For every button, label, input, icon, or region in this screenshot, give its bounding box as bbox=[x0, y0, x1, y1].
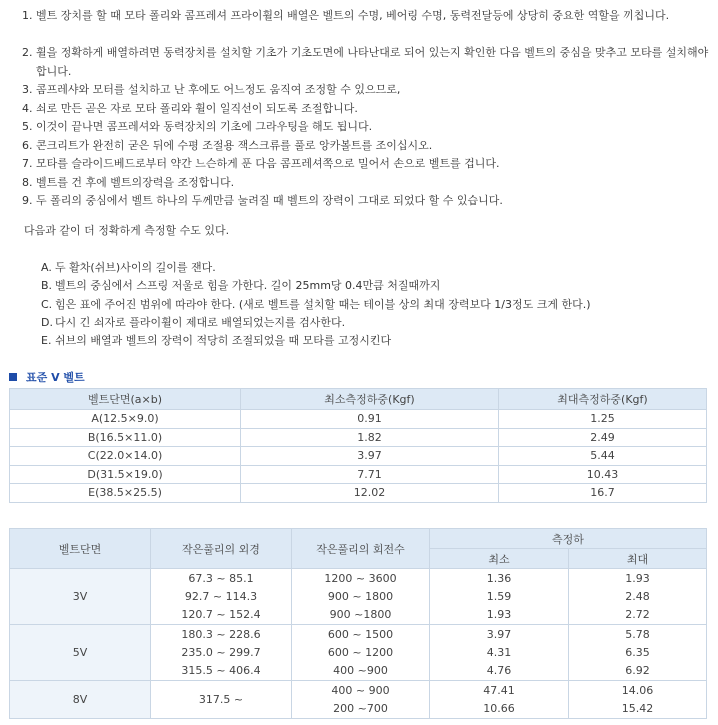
value-line: 400 ~900 bbox=[333, 663, 388, 677]
header-belt-section: 벨트단면(a×b) bbox=[10, 389, 241, 410]
cell-max: 16.7 bbox=[499, 484, 707, 503]
value-line: 235.0 ~ 299.7 bbox=[181, 645, 261, 659]
value-line: 315.5 ~ 406.4 bbox=[181, 663, 261, 677]
sub-step-a bbox=[41, 259, 591, 277]
step-number: 1. bbox=[22, 9, 33, 22]
measurement-steps bbox=[41, 259, 591, 350]
sub-step-letter: D. bbox=[41, 315, 53, 329]
step-1 bbox=[22, 7, 712, 44]
cell-section: E(38.5×25.5) bbox=[10, 484, 241, 503]
cell-max: 10.43 bbox=[499, 465, 707, 484]
step-9 bbox=[22, 192, 712, 211]
cell-max bbox=[569, 681, 707, 719]
step-text: 콘크리트가 완전히 굳은 뒤에 수평 조절용 잭스크류를 풀로 앙카볼트를 조이십시오. bbox=[36, 138, 433, 152]
value-line: 600 ~ 1500 bbox=[327, 627, 394, 641]
cell-max: 1.25 bbox=[499, 410, 707, 429]
sub-step-c bbox=[41, 296, 591, 314]
step-text: 벨트를 건 후에 벨트의장력을 조정합니다. bbox=[36, 175, 235, 189]
sub-step-b bbox=[41, 277, 591, 295]
value-line: 1.93 bbox=[625, 571, 650, 585]
step-text: 이것이 끝나면 콤프레셔와 동력장치의 기초에 그라우팅을 해도 됩니다. bbox=[36, 120, 373, 133]
sub-step-text: 벨트의 중심에서 스프링 저울로 힘을 가한다. 길이 25mm당 0.4만큼 처질때까지 bbox=[55, 279, 441, 293]
cell-section: A(12.5×9.0) bbox=[10, 410, 241, 429]
value-line: 2.72 bbox=[625, 607, 650, 621]
step-3 bbox=[22, 81, 712, 100]
cell-section: 8V bbox=[10, 681, 151, 719]
step-number: 5. bbox=[22, 120, 33, 133]
value-line: 67.3 ~ 85.1 bbox=[188, 571, 254, 585]
cell-max: 5.44 bbox=[499, 447, 707, 466]
v-belt-tension-table bbox=[9, 528, 707, 719]
value-line: 317.5 ~ bbox=[198, 692, 244, 706]
sub-step-letter: B. bbox=[41, 279, 53, 293]
value-line: 2.48 bbox=[625, 589, 650, 603]
cell-rpm bbox=[292, 625, 430, 681]
step-number: 7. bbox=[22, 157, 33, 170]
step-text: 쇠로 만든 곧은 자로 모타 폴리와 휠이 일직선이 되도록 조절합니다. bbox=[36, 101, 358, 115]
value-line: 4.76 bbox=[486, 663, 512, 677]
step-text: 벨트 장치를 할 때 모타 폴리와 콤프레셔 프라이휠의 배열은 벨트의 수명, 베어링 수명, 동력전달등에 상당히 중요한 역할을 끼칩니다. bbox=[36, 9, 670, 22]
table-row-5v bbox=[10, 625, 707, 681]
cell-min: 12.02 bbox=[241, 484, 499, 503]
sub-step-letter: C. bbox=[41, 297, 53, 311]
header-min-load: 최소측정하중(Kgf) bbox=[241, 389, 499, 410]
value-line: 900 ~ 1800 bbox=[327, 589, 394, 603]
step-number: 9. bbox=[22, 194, 33, 207]
step-number: 6. bbox=[22, 138, 33, 152]
header-max: 최대 bbox=[569, 549, 707, 569]
header-pulley-diameter: 작은풀리의 외경 bbox=[151, 529, 292, 569]
sub-step-e bbox=[41, 332, 591, 350]
cell-min: 1.82 bbox=[241, 428, 499, 447]
value-line: 1.93 bbox=[486, 607, 512, 621]
header-pulley-rpm: 작은풀리의 회전수 bbox=[292, 529, 430, 569]
table-header-row bbox=[10, 389, 707, 410]
square-bullet-icon bbox=[9, 373, 17, 381]
cell-diameter bbox=[151, 569, 292, 625]
value-line: 200 ~700 bbox=[333, 701, 388, 715]
cell-max: 2.49 bbox=[499, 428, 707, 447]
table-row bbox=[10, 447, 707, 466]
table-row bbox=[10, 465, 707, 484]
sub-step-d bbox=[41, 314, 591, 332]
sub-step-text: 두 활차(쉬브)사이의 길이를 잰다. bbox=[55, 261, 216, 274]
cell-max bbox=[569, 569, 707, 625]
standard-v-belt-table bbox=[9, 388, 707, 503]
cell-section: 5V bbox=[10, 625, 151, 681]
value-line: 1.59 bbox=[486, 589, 512, 603]
value-line: 900 ~1800 bbox=[329, 607, 392, 621]
cell-diameter bbox=[151, 625, 292, 681]
step-7 bbox=[22, 155, 712, 174]
sub-step-letter: A. bbox=[41, 261, 52, 274]
cell-section: B(16.5×11.0) bbox=[10, 428, 241, 447]
sub-step-text: 다시 긴 쇠자로 플라이휠이 제대로 배열되었는지를 검사한다. bbox=[55, 315, 346, 329]
step-4 bbox=[22, 100, 712, 119]
sub-step-letter: E. bbox=[41, 334, 52, 348]
section-title: 표준 V 벨트 bbox=[26, 371, 85, 384]
cell-min bbox=[430, 625, 569, 681]
table-row-3v bbox=[10, 569, 707, 625]
value-line: 180.3 ~ 228.6 bbox=[181, 627, 261, 641]
table-header-row bbox=[10, 529, 707, 549]
value-line: 5.78 bbox=[625, 627, 650, 641]
cell-min bbox=[430, 569, 569, 625]
table-row bbox=[10, 428, 707, 447]
value-line: 6.92 bbox=[625, 663, 650, 677]
value-line: 47.41 bbox=[483, 683, 515, 697]
value-line: 4.31 bbox=[486, 645, 512, 659]
step-text: 휠을 정확하게 배열하려면 동력장치를 설치할 기초가 기초도면에 나타난대로 되어 있는지 확인한 다음 벨트의 중심을 맞추고 모타를 설치해야 합니다. bbox=[36, 46, 709, 78]
value-line: 92.7 ~ 114.3 bbox=[184, 589, 258, 603]
header-belt-section: 벨트단면 bbox=[10, 529, 151, 569]
cell-rpm bbox=[292, 681, 430, 719]
cell-max bbox=[569, 625, 707, 681]
step-2 bbox=[22, 44, 712, 81]
value-line: 400 ~ 900 bbox=[331, 683, 390, 697]
step-8 bbox=[22, 174, 712, 193]
step-text: 모타를 슬라이드베드로부터 약간 느슨하게 푼 다음 콤프레셔쪽으로 밀어서 손으로 벨트를 겁니다. bbox=[36, 157, 500, 170]
sub-step-text: 쉬브의 배열과 벨트의 장력이 적당히 조절되었을 때 모타를 고정시킨다 bbox=[55, 334, 392, 348]
cell-diameter bbox=[151, 681, 292, 719]
value-line: 600 ~ 1200 bbox=[327, 645, 394, 659]
value-line: 3.97 bbox=[486, 627, 512, 641]
sub-step-text: 힘은 표에 주어진 범위에 따라야 한다. (새로 벨트를 설치할 때는 테이블 상의 최대 장력보다 1/3정도 크게 한다.) bbox=[55, 297, 591, 311]
step-text: 두 폴리의 중심에서 벨트 하나의 두께만큼 눌려질 때 벨트의 장력이 그대로 되었다 할 수 있습니다. bbox=[36, 194, 503, 207]
step-text: 콤프레샤와 모터를 설치하고 난 후에도 어느정도 움직여 조정할 수 있으므로, bbox=[36, 83, 401, 96]
step-5 bbox=[22, 118, 712, 137]
step-number: 4. bbox=[22, 101, 33, 115]
step-number: 3. bbox=[22, 83, 33, 96]
section-header bbox=[9, 369, 85, 385]
value-line: 1200 ~ 3600 bbox=[324, 571, 397, 585]
table-row bbox=[10, 410, 707, 429]
cell-section: 3V bbox=[10, 569, 151, 625]
cell-section: C(22.0×14.0) bbox=[10, 447, 241, 466]
value-line: 120.7 ~ 152.4 bbox=[181, 607, 261, 621]
installation-steps bbox=[22, 7, 712, 211]
cell-min: 7.71 bbox=[241, 465, 499, 484]
table-row bbox=[10, 484, 707, 503]
table-row-8v bbox=[10, 681, 707, 719]
value-line: 1.36 bbox=[486, 571, 512, 585]
step-6 bbox=[22, 137, 712, 156]
header-min: 최소 bbox=[430, 549, 569, 569]
value-line: 14.06 bbox=[621, 683, 654, 697]
cell-rpm bbox=[292, 569, 430, 625]
header-max-load: 최대측정하중(Kgf) bbox=[499, 389, 707, 410]
measurement-intro: 다음과 같이 더 정확하게 측정할 수도 있다. bbox=[24, 224, 230, 237]
header-measured-load: 측정하 bbox=[430, 529, 707, 549]
step-number: 2. bbox=[22, 46, 33, 59]
cell-section: D(31.5×19.0) bbox=[10, 465, 241, 484]
cell-min: 3.97 bbox=[241, 447, 499, 466]
step-number: 8. bbox=[22, 175, 33, 189]
value-line: 10.66 bbox=[483, 701, 515, 715]
cell-min: 0.91 bbox=[241, 410, 499, 429]
cell-min bbox=[430, 681, 569, 719]
value-line: 15.42 bbox=[621, 701, 654, 715]
value-line: 6.35 bbox=[625, 645, 650, 659]
